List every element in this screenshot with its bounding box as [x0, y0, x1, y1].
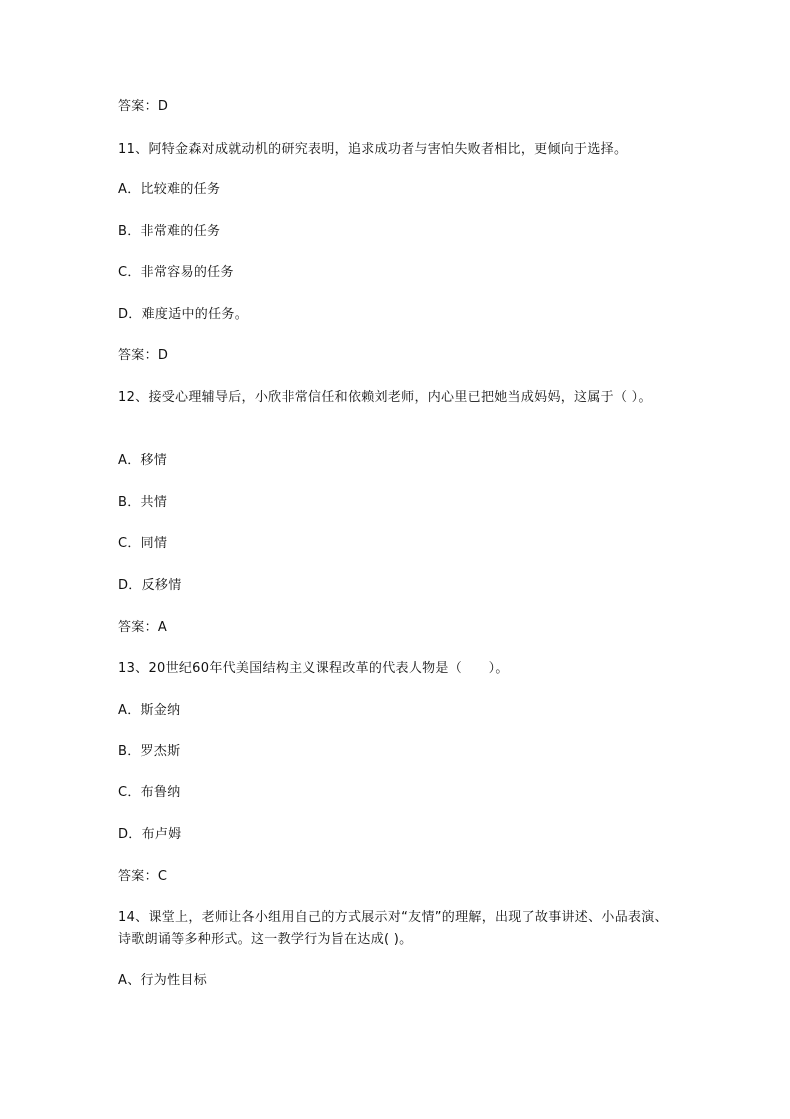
option-11-c: C．非常容易的任务 — [118, 265, 234, 280]
answer-10: 答案：D — [118, 99, 169, 114]
option-12-c: C．同情 — [118, 536, 168, 551]
option-12-a: A．移情 — [118, 453, 168, 468]
answer-11: 答案：D — [118, 348, 169, 363]
answer-12: 答案：A — [118, 620, 168, 635]
option-13-d: D．布卢姆 — [118, 827, 182, 842]
question-14: 14、课堂上，老师让各小组用自己的方式展示对“友情”的理解，出现了故事讲述、小品表演、诗歌朗诵等多种形式。这一教学行为旨在达成( )。 — [118, 910, 668, 947]
question-11: 11、阿特金森对成就动机的研究表明，追求成功者与害怕失败者相比，更倾向于选择。 — [118, 142, 628, 157]
option-12-d: D．反移情 — [118, 578, 182, 593]
answer-13: 答案：C — [118, 869, 168, 884]
option-13-c: C．布鲁纳 — [118, 785, 181, 800]
option-11-b: B．非常难的任务 — [118, 224, 221, 239]
option-13-a: A．斯金纳 — [118, 703, 181, 718]
option-11-a: A．比较难的任务 — [118, 182, 221, 197]
option-11-d: D．难度适中的任务。 — [118, 307, 249, 322]
question-13: 13、20世纪60年代美国结构主义课程改革的代表人物是（ ）。 — [118, 661, 509, 676]
option-14-a: A、行为性目标 — [118, 973, 207, 988]
question-12: 12、接受心理辅导后，小欣非常信任和依赖刘老师，内心里已把她当成妈妈，这属于（ ）。 — [118, 390, 652, 405]
option-12-b: B．共情 — [118, 495, 168, 510]
option-13-b: B．罗杰斯 — [118, 744, 181, 759]
